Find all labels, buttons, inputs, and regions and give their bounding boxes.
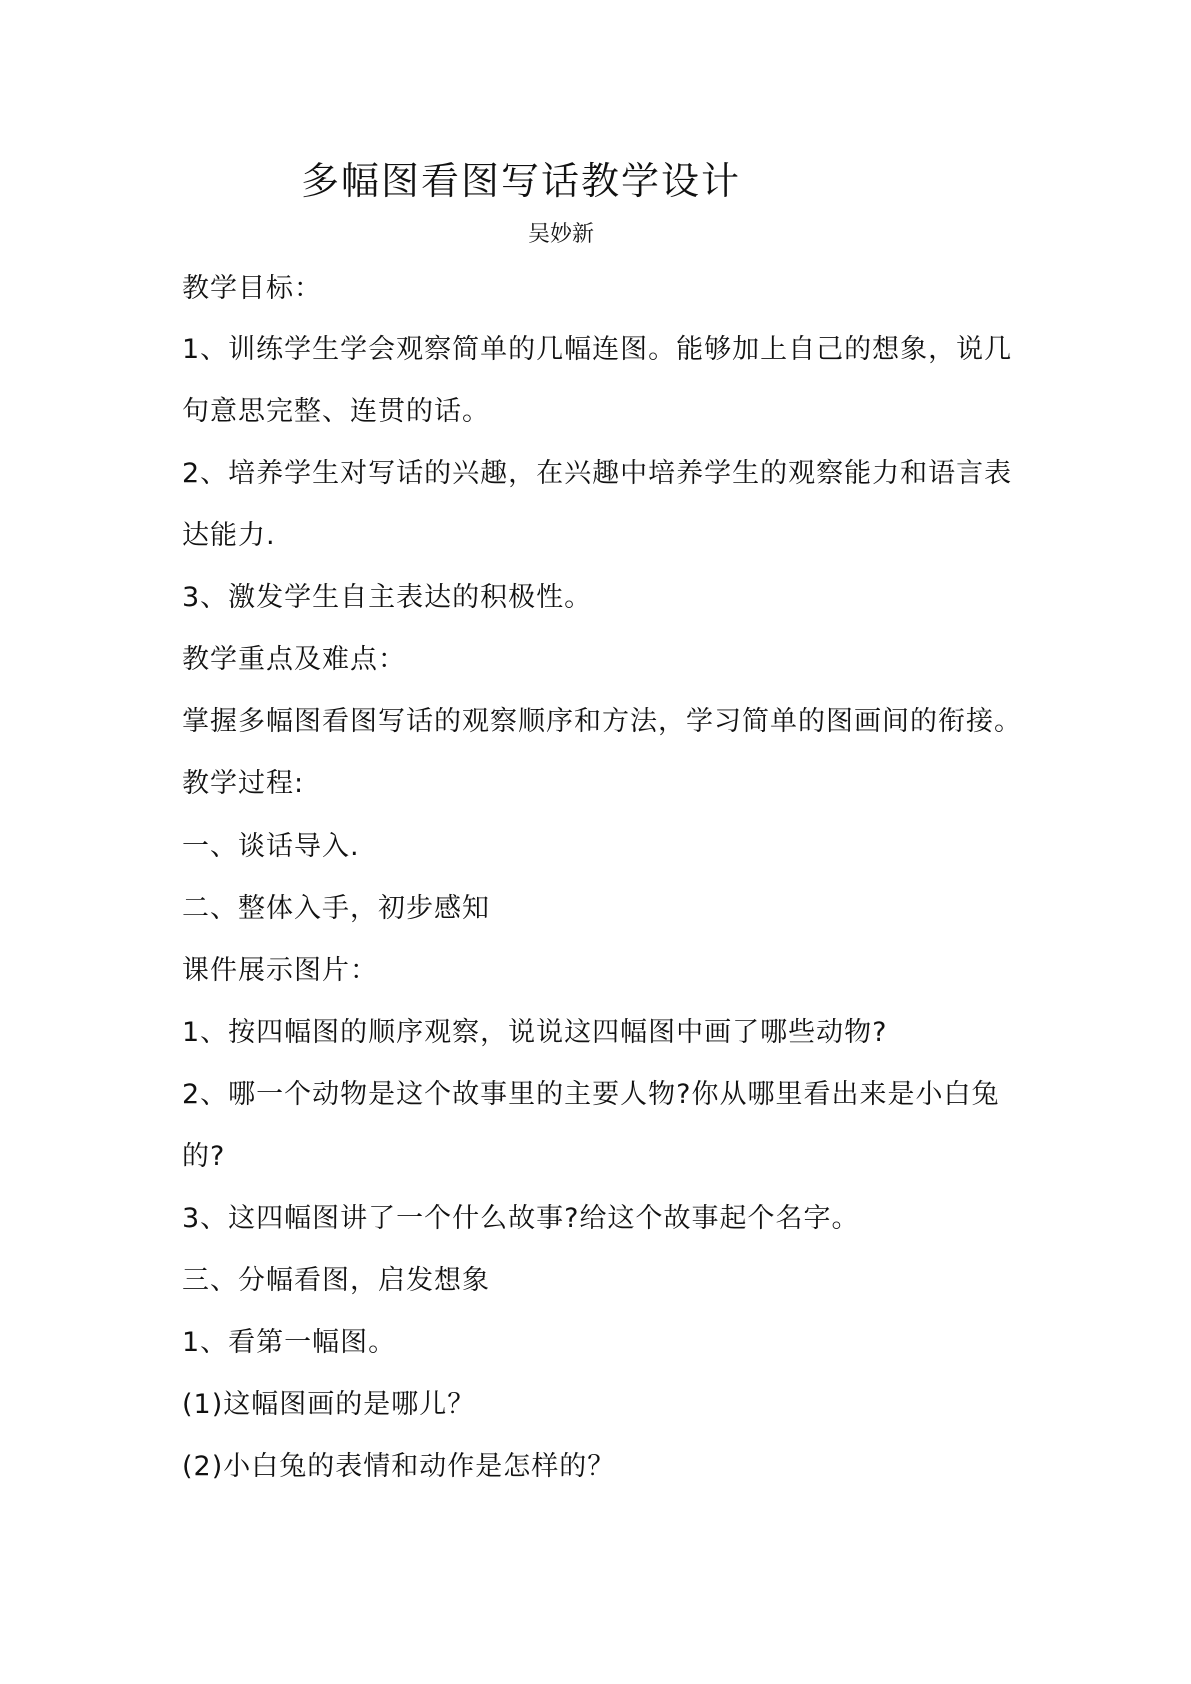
paragraph-line: 句意思完整、连贯的话。 bbox=[182, 396, 490, 427]
document-author: 吴妙新 bbox=[528, 222, 595, 247]
paragraph-line: (1)这幅图画的是哪儿？ bbox=[182, 1389, 476, 1420]
paragraph-line: 3、激发学生自主表达的积极性。 bbox=[182, 582, 593, 613]
paragraph-line: 达能力. bbox=[182, 520, 276, 551]
paragraph-line: 3、这四幅图讲了一个什么故事?给这个故事起个名字。 bbox=[182, 1203, 860, 1234]
paragraph-line: 三、分幅看图，启发想象 bbox=[182, 1265, 490, 1296]
paragraph-line: (2)小白兔的表情和动作是怎样的？ bbox=[182, 1451, 616, 1482]
paragraph-line: 的? bbox=[182, 1141, 226, 1172]
section-heading-objectives: 教学目标： bbox=[182, 273, 322, 304]
section-heading-process: 教学过程: bbox=[182, 768, 305, 799]
paragraph-line: 二、整体入手，初步感知 bbox=[182, 893, 490, 924]
paragraph-line: 课件展示图片： bbox=[182, 955, 378, 986]
section-heading-key-points: 教学重点及难点： bbox=[182, 644, 406, 675]
paragraph-line: 2、哪一个动物是这个故事里的主要人物?你从哪里看出来是小白兔 bbox=[182, 1079, 1000, 1110]
paragraph-line: 掌握多幅图看图写话的观察顺序和方法，学习简单的图画间的衔接。 bbox=[182, 706, 1022, 737]
paragraph-line: 1、看第一幅图。 bbox=[182, 1327, 397, 1358]
paragraph-line: 一、谈话导入. bbox=[182, 831, 360, 862]
paragraph-line: 1、按四幅图的顺序观察，说说这四幅图中画了哪些动物? bbox=[182, 1017, 888, 1048]
document-title: 多幅图看图写话教学设计 bbox=[301, 159, 742, 203]
paragraph-line: 2、培养学生对写话的兴趣，在兴趣中培养学生的观察能力和语言表 bbox=[182, 458, 1013, 489]
paragraph-line: 1、训练学生学会观察简单的几幅连图。能够加上自己的想象，说几 bbox=[182, 334, 1013, 365]
